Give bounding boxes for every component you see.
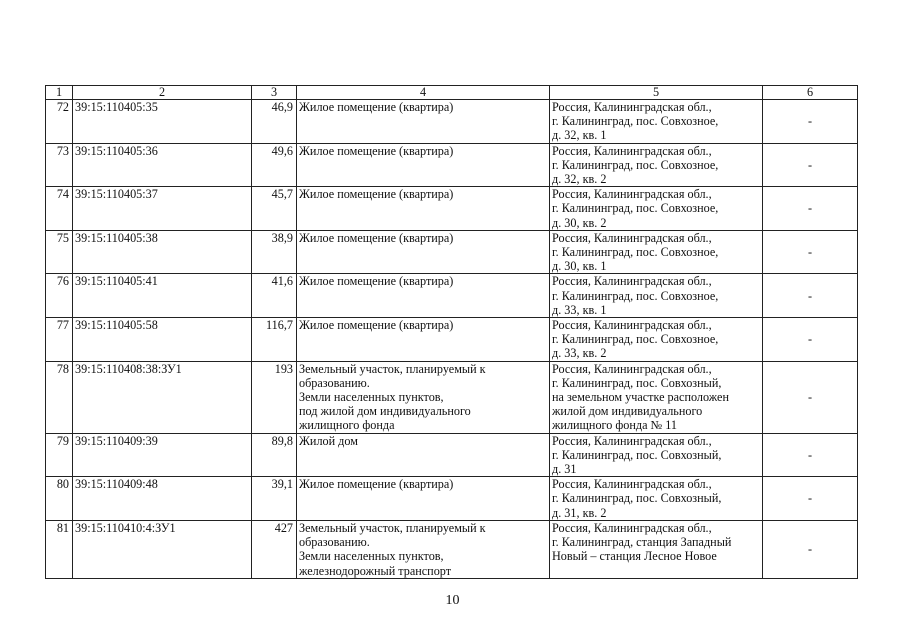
address-cell-line: д. 31: [552, 462, 577, 477]
note-cell: -: [763, 143, 858, 187]
address-cell-line: д. 31, кв. 2: [552, 505, 607, 520]
object-type-cell-line: Жилое помещение (квартира): [299, 187, 454, 202]
address-cell: [550, 230, 763, 274]
column-header-2: 2: [73, 86, 252, 100]
object-type-cell-line: Жилое помещение (квартира): [299, 274, 454, 289]
address-cell-line: г. Калининград, пос. Совхозное,: [552, 332, 719, 347]
address-cell-line: жилой дом индивидуального: [552, 404, 703, 419]
column-header-1: 1: [46, 86, 73, 100]
row-number-cell: 75: [46, 230, 73, 274]
area-cell: 427: [252, 520, 297, 578]
object-type-cell: [297, 520, 550, 578]
object-type-cell: [297, 100, 550, 144]
address-cell: [550, 318, 763, 362]
object-type-cell: [297, 433, 550, 477]
table-row: [46, 477, 858, 521]
object-type-cell-line: Земли населенных пунктов,: [299, 549, 444, 564]
cadastral-number-cell: 39:15:110409:39: [73, 433, 252, 477]
table-row: [46, 100, 858, 144]
object-type-cell-line: Жилой дом: [299, 433, 358, 448]
object-type-cell-line: под жилой дом индивидуального: [299, 404, 471, 419]
column-header-3: 3: [252, 86, 297, 100]
object-type-cell: [297, 274, 550, 318]
address-cell-line: г. Калининград, пос. Совхозное,: [552, 201, 719, 216]
address-cell-line: д. 33, кв. 2: [552, 346, 607, 361]
address-cell-line: г. Калининград, пос. Совхозный,: [552, 375, 722, 390]
address-cell-line: Россия, Калининградская обл.,: [552, 274, 712, 289]
row-number-cell: 74: [46, 187, 73, 231]
column-header-5: 5: [550, 86, 763, 100]
note-cell: -: [763, 318, 858, 362]
address-cell-line: д. 33, кв. 1: [552, 302, 607, 317]
row-number-cell: 78: [46, 361, 73, 433]
cadastral-number-cell: 39:15:110408:38:ЗУ1: [73, 361, 252, 433]
note-cell: -: [763, 100, 858, 144]
address-cell: [550, 361, 763, 433]
cadastral-number-cell: 39:15:110405:35: [73, 100, 252, 144]
address-cell-line: Россия, Калининградская обл.,: [552, 230, 712, 245]
object-type-cell-line: Жилое помещение (квартира): [299, 230, 454, 245]
area-cell: 193: [252, 361, 297, 433]
note-cell: -: [763, 274, 858, 318]
note-cell: -: [763, 361, 858, 433]
area-cell: 41,6: [252, 274, 297, 318]
area-cell: 49,6: [252, 143, 297, 187]
object-type-cell: [297, 361, 550, 433]
area-cell: 38,9: [252, 230, 297, 274]
address-cell-line: Россия, Калининградская обл.,: [552, 477, 712, 492]
table-row: [46, 433, 858, 477]
row-number-cell: 73: [46, 143, 73, 187]
address-cell: [550, 100, 763, 144]
address-cell-line: д. 30, кв. 1: [552, 259, 607, 274]
note-cell: -: [763, 187, 858, 231]
object-type-cell: [297, 318, 550, 362]
address-cell-line: Россия, Калининградская обл.,: [552, 361, 712, 376]
object-type-cell-line: образованию.: [299, 375, 370, 390]
area-cell: 89,8: [252, 433, 297, 477]
address-cell-line: г. Калининград, пос. Совхозное,: [552, 288, 719, 303]
address-cell-line: Россия, Калининградская обл.,: [552, 187, 712, 202]
address-cell-line: д. 30, кв. 2: [552, 215, 607, 230]
table-row: [46, 361, 858, 433]
note-cell: -: [763, 230, 858, 274]
note-cell: -: [763, 433, 858, 477]
cadastral-number-cell: 39:15:110405:38: [73, 230, 252, 274]
row-number-cell: 80: [46, 477, 73, 521]
address-cell-line: Россия, Калининградская обл.,: [552, 520, 712, 535]
row-number-cell: 77: [46, 318, 73, 362]
table-row: [46, 143, 858, 187]
address-cell-line: Новый – станция Лесное Новое: [552, 549, 717, 564]
object-type-cell-line: Жилое помещение (квартира): [299, 477, 454, 492]
address-cell: [550, 477, 763, 521]
address-cell-line: Россия, Калининградская обл.,: [552, 433, 712, 448]
table-header-row: [46, 86, 858, 100]
column-header-6: 6: [763, 86, 858, 100]
column-header-4: 4: [297, 86, 550, 100]
table-body: [46, 100, 858, 579]
address-cell-line: жилищного фонда № 11: [552, 418, 677, 433]
object-type-cell-line: образованию.: [299, 535, 370, 550]
address-cell: [550, 433, 763, 477]
page-number: 10: [445, 593, 460, 608]
note-cell: -: [763, 477, 858, 521]
row-number-cell: 81: [46, 520, 73, 578]
property-table: [45, 85, 858, 579]
table-row: [46, 318, 858, 362]
object-type-cell: [297, 477, 550, 521]
cadastral-number-cell: 39:15:110405:41: [73, 274, 252, 318]
object-type-cell-line: железнодорожный транспорт: [299, 563, 452, 578]
address-cell: [550, 274, 763, 318]
cadastral-number-cell: 39:15:110405:58: [73, 318, 252, 362]
address-cell-line: Россия, Калининградская обл.,: [552, 143, 712, 158]
table-row: [46, 520, 858, 578]
cadastral-number-cell: 39:15:110410:4:ЗУ1: [73, 520, 252, 578]
object-type-cell: [297, 187, 550, 231]
area-cell: 39,1: [252, 477, 297, 521]
cadastral-number-cell: 39:15:110409:48: [73, 477, 252, 521]
table-row: [46, 230, 858, 274]
object-type-cell-line: Жилое помещение (квартира): [299, 318, 454, 333]
object-type-cell-line: Земельный участок, планируемый к: [299, 520, 486, 535]
address-cell-line: Россия, Калининградская обл.,: [552, 100, 712, 114]
address-cell: [550, 520, 763, 578]
cadastral-number-cell: 39:15:110405:37: [73, 187, 252, 231]
address-cell-line: г. Калининград, пос. Совхозный,: [552, 447, 722, 462]
object-type-cell-line: Земельный участок, планируемый к: [299, 361, 486, 376]
note-cell: -: [763, 520, 858, 578]
object-type-cell-line: Жилое помещение (квартира): [299, 100, 454, 114]
row-number-cell: 72: [46, 100, 73, 144]
table-row: [46, 187, 858, 231]
cadastral-number-cell: 39:15:110405:36: [73, 143, 252, 187]
row-number-cell: 76: [46, 274, 73, 318]
address-cell-line: г. Калининград, пос. Совхозное,: [552, 157, 719, 172]
address-cell-line: на земельном участке расположен: [552, 390, 729, 405]
address-cell: [550, 187, 763, 231]
address-cell-line: д. 32, кв. 1: [552, 128, 607, 143]
address-cell-line: г. Калининград, пос. Совхозный,: [552, 491, 722, 506]
object-type-cell: [297, 230, 550, 274]
row-number-cell: 79: [46, 433, 73, 477]
object-type-cell: [297, 143, 550, 187]
address-cell-line: г. Калининград, станция Западный: [552, 535, 732, 550]
address-cell: [550, 143, 763, 187]
address-cell-line: Россия, Калининградская обл.,: [552, 318, 712, 333]
object-type-cell-line: жилищного фонда: [299, 418, 395, 433]
area-cell: 116,7: [252, 318, 297, 362]
area-cell: 46,9: [252, 100, 297, 144]
area-cell: 45,7: [252, 187, 297, 231]
table-row: [46, 274, 858, 318]
object-type-cell-line: Земли населенных пунктов,: [299, 390, 444, 405]
address-cell-line: д. 32, кв. 2: [552, 172, 607, 187]
address-cell-line: г. Калининград, пос. Совхозное,: [552, 245, 719, 260]
object-type-cell-line: Жилое помещение (квартира): [299, 143, 454, 158]
address-cell-line: г. Калининград, пос. Совхозное,: [552, 114, 719, 129]
